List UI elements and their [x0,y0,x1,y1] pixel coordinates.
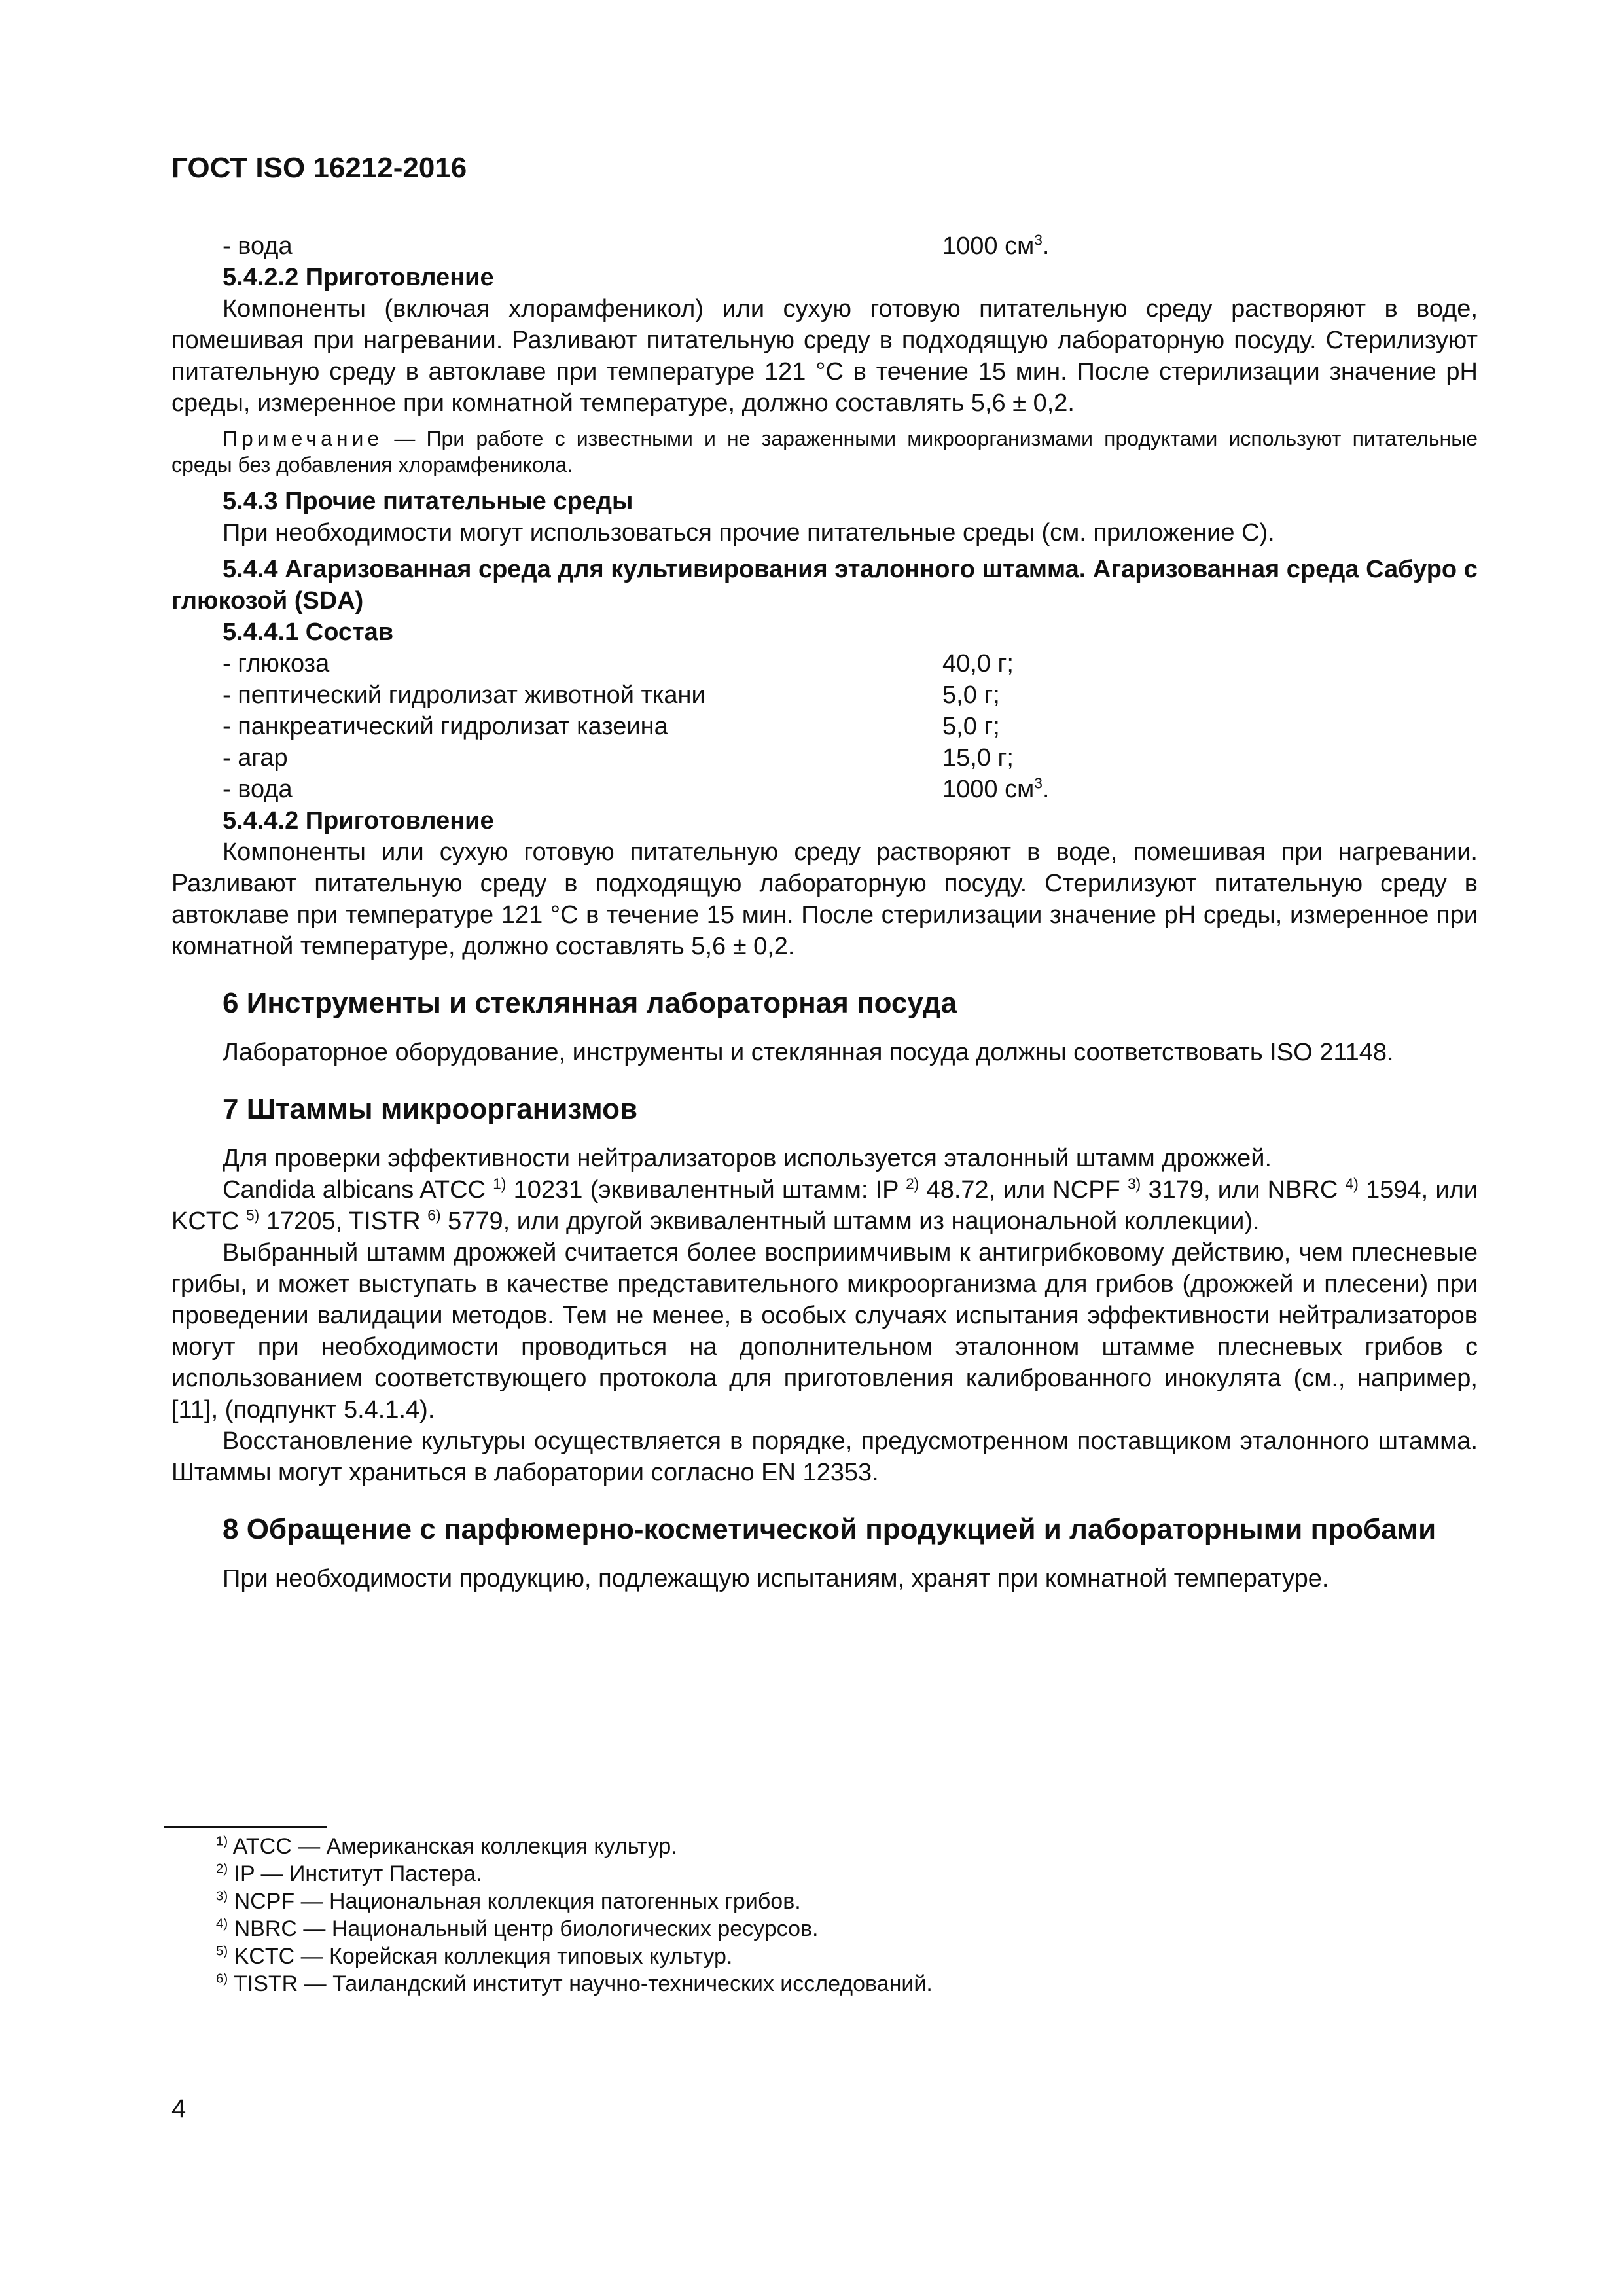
note-text: — При работе с известными и не зараженными микроорганизмами продуктами используют питательные среды без добавления хлорамфеникола. [171,427,1478,476]
composition-label: - пептический гидролизат животной ткани [223,681,705,709]
composition-value: 15,0 г; [942,744,1014,772]
composition-value: 5,0 г; [942,713,1000,740]
subsection-heading-5-4-4: 5.4.4 Агаризованная среда для культивирования эталонного штамма. Агаризованная среда Сабуро с глюкозой (SDA) [171,556,1478,615]
composition-row [171,648,1478,679]
section-heading-7: 7 Штаммы микроорганизмов [223,1093,638,1125]
composition-value: 1000 $см^3$. [942,774,1050,803]
footnote: $^{6)}$ TISTR — Таиландский институт научно-технических исследований. [216,1971,933,1996]
composition-value: 1000 $см^3$. [942,231,1050,260]
subsection-heading-5-4-3: 5.4.3 Прочие питательные среды [223,488,633,515]
composition-row [171,711,1478,742]
composition-value: 40,0 г; [942,650,1014,677]
footnotes [216,1833,933,1998]
note-block [171,425,1478,478]
paragraph-5-4-4-2: Компоненты или сухую готовую питательную среду растворяют в воде, помешивая при нагревании. Разливают питательную среду в подходящую лабораторную посуду. Стерилизуют питательную среду в автоклаве при температуре 121 °C в течение 15 мин. После стерилизации значение pH среды, измеренное при комнатной температуре, должно составлять 5,6 ± 0,2. [171,838,1478,960]
footnote: $^{4)}$ NBRC — Национальный центр биологических ресурсов. [216,1916,819,1941]
paragraph-7-3: Выбранный штамм дрожжей считается более восприимчивым к антигрибковому действию, чем плесневые грибы, и может выступать в качестве представительного микроорганизма для грибов (дрожжей и плесени) при проведении валидации методов. Тем не менее, в особых случаях испытания эффективности нейтрализаторов могут при необходимости проводиться на дополнительном эталонном штамме плесневых грибов с использованием соответствующего протокола для приготовления калиброванного инокулята (см., например, [11], (подпункт 5.4.1.4). [171,1239,1478,1424]
composition-label: - панкреатический гидролизат казеина [223,713,668,740]
composition-label: - глюкоза [223,650,330,677]
composition-row [171,679,1478,711]
note-label: Примечание [223,427,383,450]
composition-value: 5,0 г; [942,681,1000,709]
subsection-heading-5-4-2-2: 5.4.2.2 Приготовление [223,264,494,291]
composition-label: - вода [223,776,293,803]
section-heading-8: 8 Обращение с парфюмерно-косметической продукцией и лабораторными пробами [223,1513,1436,1545]
paragraph-8: При необходимости продукцию, подлежащую испытаниям, хранят при комнатной температуре. [223,1565,1329,1592]
footnote: $^{3)}$ NCPF — Национальная коллекция патогенных грибов. [216,1889,801,1914]
footnote: $^{1)}$ ATCC — Американская коллекция культур. [216,1834,677,1859]
paragraph-5-4-3: При необходимости могут использоваться прочие питательные среды (см. приложение C). [223,519,1275,547]
composition-row-water [171,230,1478,262]
composition-row [171,742,1478,774]
footnote-divider [164,1826,327,1828]
footnote: $^{5)}$ KCTC — Корейская коллекция типовых культур. [216,1944,733,1969]
subsection-heading-5-4-4-1: 5.4.4.1 Состав [223,619,394,646]
paragraph-7-4: Восстановление культуры осуществляется в порядке, предусмотренном поставщиком эталонного штамма. Штаммы могут храниться в лаборатории согласно EN 12353. [171,1427,1478,1486]
document-header: ГОСТ ISO 16212-2016 [171,152,467,184]
page-number: 4 [171,2094,187,2123]
section-heading-6: 6 Инструменты и стеклянная лабораторная посуда [223,987,957,1019]
page-content [171,230,1478,1594]
composition-label: - вода [223,232,293,260]
paragraph-5-4-2-2: Компоненты (включая хлорамфеникол) или сухую готовую питательную среду растворяют в воде, помешивая при нагревании. Разливают питательную среду в подходящую лабораторную посуду. Стерилизуют питательную среду в автоклаве при температуре 121 °C в течение 15 мин. После стерилизации значение pH среды, измеренное при комнатной температуре, должно составлять 5,6 ± 0,2. [171,295,1478,417]
paragraph-7-1: Для проверки эффективности нейтрализаторов используется эталонный штамм дрожжей. [223,1145,1272,1172]
composition-row-water [171,774,1478,805]
paragraph-6: Лабораторное оборудование, инструменты и стеклянная посуда должны соответствовать ISO 21148. [223,1039,1394,1066]
paragraph-7-strains: Candida albicans ATCC $^{1)}$ 10231 (эквивалентный штамм: IP $^{2)}$ 48.72, или NCPF $^{3)}$ 3179, или NBRC $^{4)}$ 1594, или KCTC $^{5)}$ 17205, TISTR $^{6)}$ 5779, или другой эквивалентный штамм из национальной коллекции). [171,1175,1478,1235]
composition-label: - агар [223,744,288,772]
subsection-heading-5-4-4-2: 5.4.4.2 Приготовление [223,807,494,834]
footnote: $^{2)}$ IP — Институт Пастера. [216,1861,482,1886]
